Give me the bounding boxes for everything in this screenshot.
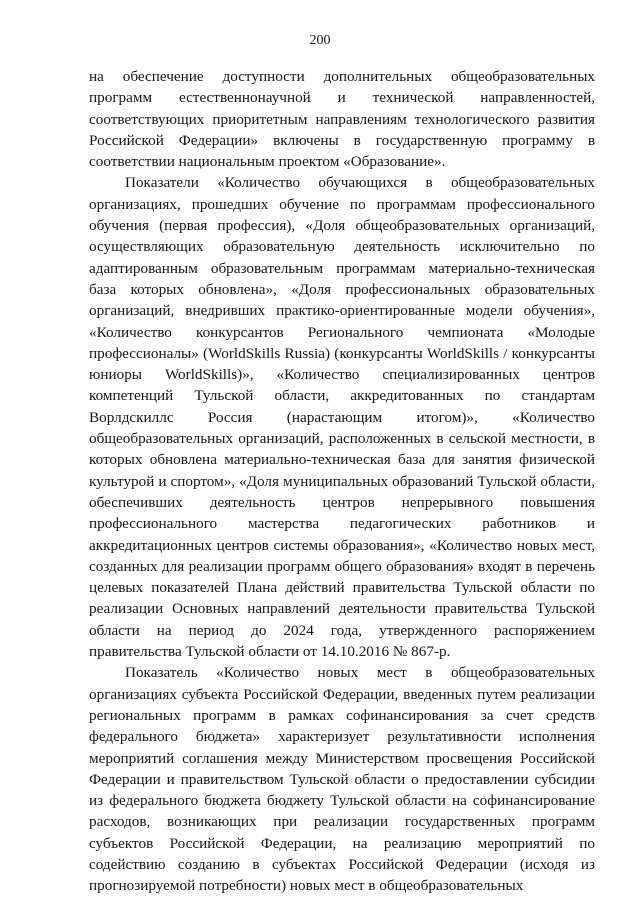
paragraph-indicators: Показатели «Количество обучающихся в общеобразовательных организациях, прошедших обучение по программам профессионального обучения (первая профессия), «Доля общеобразовательных организаций, осуществляющих образовательную деятельность исключительно по адаптированным образовательным программам материально-техническая база которых обновлена», «Доля профессиональных образовательных организаций, внедривших практико-ориентированные модели обучения», «Количество конкурсантов Регионального чемпионата «Молодые профессионалы» (WorldSkills Russia) (конкурсанты WorldSkills / конкурсанты юниоры WorldSkills)», «Количество специализированных центров компетенций Тульской области, аккредитованных по стандартам Ворлдскиллс Россия (нарастающим итогом)», «Количество общеобразовательных организаций, расположенных в сельской местности, в которых обновлена материально-техническая база для занятия физической культурой и спортом», «Доля муниципальных образований Тульской области, обеспечивших деятельность центров непрерывного повышения профессионального мастерства педагогических работников и аккредитационных центров системы образования», «Количество новых мест, созданных для реализации программ общего образования» входят в перечень целевых показателей Плана действий правительства Тульской области по реализации Основных направлений деятельности правительства Тульской области на период до 2024 года, утвержденного распоряжением правительства Тульской области от 14.10.2016 № 867-р.	[89, 174, 595, 661]
page-number: 200	[309, 33, 331, 48]
paragraph-new-places-indicator: Показатель «Количество новых мест в общеобразовательных организациях субъекта Российской Федерации, введенных путем реализации региональных программ в рамках софинансирования за счет средств федерального бюджета» характеризует результативности исполнения мероприятий соглашения между Министерством просвещения Российской Федерации и правительством Тульской области о предоставлении субсидии из федерального бюджета бюджету Тульской области на софинансирование расходов, возникающих при реализации государственных программ субъектов Российской Федерации, на реализацию мероприятий по содействию созданию в субъектах Российской Федерации (исходя из прогнозируемой потребности) новых мест в общеобразовательных	[89, 664, 595, 895]
body-text	[89, 66, 595, 897]
paragraph-continuation: на обеспечение доступности дополнительных общеобразовательных программ естественнонаучной и технической направленностей, соответствующих приоритетным направлениям технологического развития Российской Федерации» включены в государственную программу в соответствии национальным проектом «Образование».	[89, 68, 595, 171]
